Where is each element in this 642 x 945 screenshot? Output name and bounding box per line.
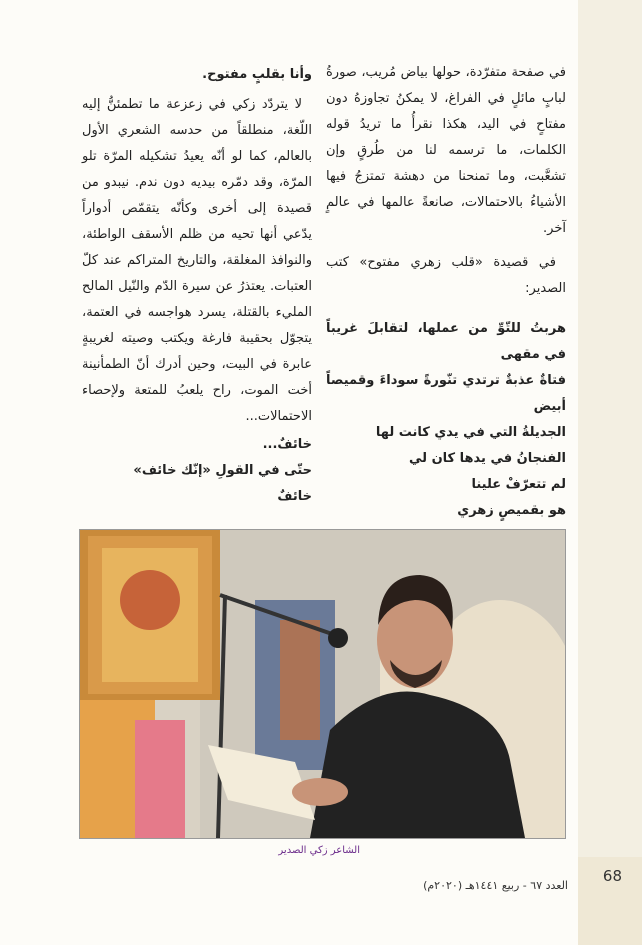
paragraph-poem-intro: في قصيدة «قلب زهري مفتوح» كتب الصدير: [326,255,566,296]
poem-line: هربتُ للتّوِّ من عملها، لتقابلَ غريباً في مقهى [326,321,566,362]
poem-line: الفنجانُ في يدها كان لي [409,451,566,466]
paragraph-intro: في صفحة متفرّدة، حولها بياض مُريب، صورةُ لبابٍ مائلٍ في الفراغ، لا يمكنُ تجاوزهُ دون مفتاحٍ في اليد، هكذا نقرأُ ما تريدُ قوله الكلمات، ما ترسمه لنا من طُرقٍ وإن تشعَّبت، وما تمنحنا من دهشة تمتزجُ فيها الأشياءُ بالاحتمالات، صانعةً عالمها في عالمٍ آخر. [326,65,566,236]
verse-line: خائفٌ... [262,437,312,452]
right-column [326,60,566,524]
poem-line: الجديلةُ التي في يدي كانت لها [375,425,566,440]
poem-line: لم تتعرّفْ علينا [471,477,566,492]
poem-line: هو بقميصٍ زهري [457,503,566,518]
verse-line: حتّى في القولِ «إنّك خائف» [133,463,312,478]
opening-line: وأنا بقلبٍ مفتوح. [202,67,312,82]
margin-strip [578,0,642,945]
left-column [82,62,312,510]
poet-photo [79,529,566,839]
photo-caption: الشاعر زكي الصدير [278,845,360,856]
poem-block [326,316,566,524]
closing-verse [82,432,312,510]
issue-info: العدد ٦٧ - ربيع ١٤٤١هـ (٢٠٢٠م) [423,879,568,892]
poem-line: فتاةٌ عذبةٌ ترتدي تنّورةً سوداءَ وقميصاً أبيض [326,373,566,414]
paragraph-body: لا يتردّد زكي في زعزعة ما تطمئنُّ إليه اللّغة، منطلقاً من حدسه الشعري الأول بالعالم، كما لو أنّه يعيدُ تشكيله المرّة تلو المرّة، وقد دمّره بيديه دون ندم. نيبدو من قصيدة إلى أخرى وكأنّه يتقمّص أدواراً يدّعي أنها تحيه من ظلم الأسقف الواطئة، والنوافذ المغلقة، والتاريخ المتراكم عند كلّ العتبات. يعتذرُ عن سيرة الدّم والنّيل المالح المليء بالقتلة، يسرد هواجسه في العتمة، يتجوّل بحقيبة فارغة ويكتب وصيته لغريبةٍ عابرة في البيت، وحين أدرك أنّ الطمأنينة أخت الموت، راح يلعبُ للمتعة ولإحصاء الاحتمالات... [82,97,312,424]
page-number: 68 [602,867,622,885]
verse-line: خائفٌ [277,489,312,504]
